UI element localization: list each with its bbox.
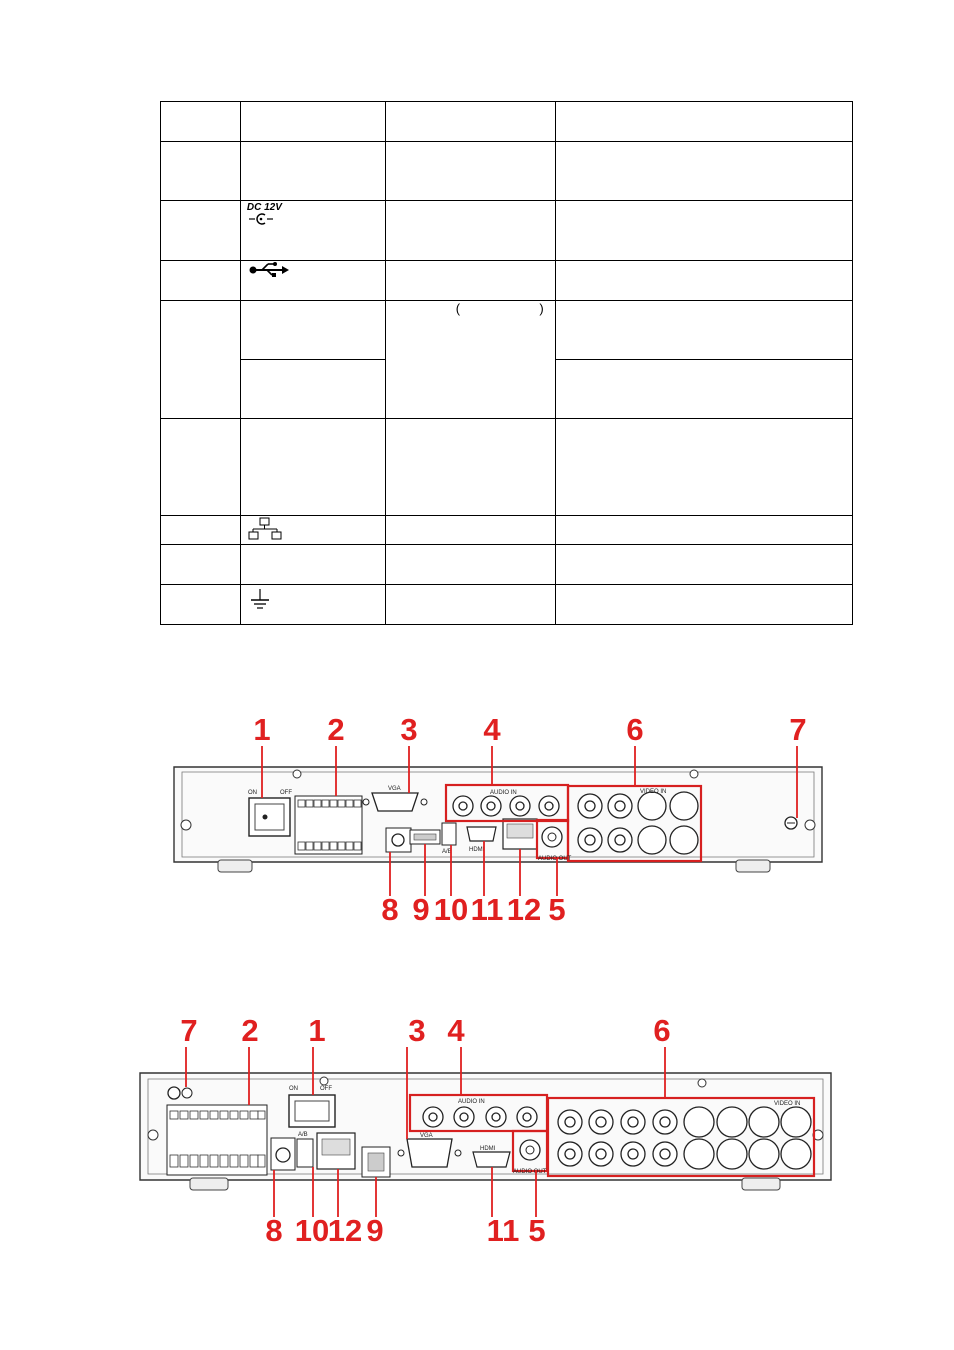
- dc-power-icon: [247, 213, 277, 225]
- table-row: [161, 102, 853, 142]
- ground-icon: [247, 588, 273, 612]
- hdmi-label: HDMI: [480, 1146, 496, 1152]
- dvr-rear-panel: [140, 1073, 831, 1190]
- paren-open: (: [455, 301, 461, 316]
- callout-number: 7: [180, 1013, 198, 1048]
- callout-number: 2: [327, 712, 345, 747]
- callout-number: 5: [528, 1213, 546, 1248]
- table-row: [161, 419, 853, 516]
- power-on-label: ON: [289, 1086, 298, 1092]
- callout-number: 1: [308, 1013, 326, 1048]
- callout-number: 3: [408, 1013, 426, 1048]
- rear-panel-figure-1: [0, 700, 954, 940]
- vga-label: VGA: [420, 1133, 433, 1139]
- dvr-rear-panel: [174, 767, 822, 872]
- hdmi-label: HDMI: [469, 847, 485, 853]
- callout-number: 9: [412, 892, 430, 927]
- audio-out-label: AUDIO OUT: [513, 1169, 547, 1175]
- callout-number: 8: [381, 892, 399, 927]
- power-off-label: OFF: [320, 1086, 332, 1092]
- table-row: [161, 142, 853, 201]
- callout-number: 9: [366, 1213, 384, 1248]
- callout-number: 11: [486, 1213, 520, 1248]
- table-row: [161, 516, 853, 545]
- ab-label: A/B: [298, 1132, 308, 1138]
- vga-label: VGA: [388, 786, 401, 792]
- usb-icon: [247, 261, 291, 279]
- power-on-label: ON: [248, 790, 257, 796]
- table-row: [161, 301, 853, 360]
- video-in-label: VIDEO IN: [774, 1101, 801, 1107]
- table-row: [161, 545, 853, 585]
- video-in-label: VIDEO IN: [640, 789, 667, 795]
- audio-in-label: AUDIO IN: [458, 1099, 485, 1105]
- network-icon: [247, 517, 283, 541]
- ab-label: A/B: [442, 849, 452, 855]
- port-spec-table: [160, 101, 853, 625]
- power-off-label: OFF: [280, 790, 292, 796]
- callout-number: 8: [265, 1213, 283, 1248]
- rear-panel-figure-2: [0, 1005, 954, 1260]
- callout-number: 4: [447, 1013, 465, 1048]
- dc-12v-label: DC 12V: [246, 202, 282, 213]
- table-row: [161, 585, 853, 625]
- callout-number: 10: [294, 1213, 330, 1248]
- callout-number: 1: [253, 712, 271, 747]
- table-row: [161, 201, 853, 261]
- paren-close: ): [539, 301, 544, 316]
- callout-number: 10: [433, 892, 469, 927]
- callout-number: 6: [626, 712, 644, 747]
- callout-number: 11: [470, 892, 504, 927]
- callout-number: 12: [506, 892, 542, 927]
- callout-number: 6: [653, 1013, 671, 1048]
- callout-number: 12: [327, 1213, 363, 1248]
- table-row: [161, 261, 853, 301]
- audio-in-label: AUDIO IN: [490, 790, 517, 796]
- callout-number: 4: [483, 712, 501, 747]
- audio-out-label: AUDIO OUT: [538, 856, 572, 862]
- callout-number: 7: [789, 712, 807, 747]
- callout-number: 3: [400, 712, 418, 747]
- callout-number: 2: [241, 1013, 259, 1048]
- callout-number: 5: [548, 892, 566, 927]
